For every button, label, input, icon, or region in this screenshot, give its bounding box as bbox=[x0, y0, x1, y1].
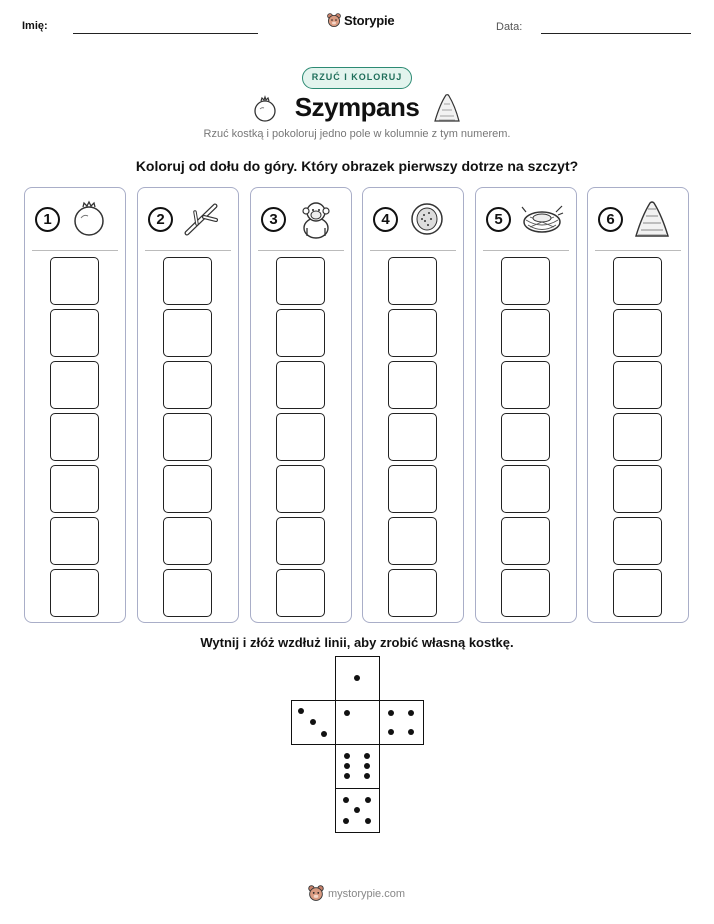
color-cell[interactable] bbox=[50, 569, 99, 617]
color-cell[interactable] bbox=[163, 517, 212, 565]
column-6 bbox=[587, 187, 689, 623]
die-face-5 bbox=[335, 788, 380, 833]
name-line bbox=[73, 33, 258, 34]
pip bbox=[408, 710, 414, 716]
color-cell[interactable] bbox=[613, 257, 662, 305]
column-number: 1 bbox=[35, 207, 60, 232]
color-cell[interactable] bbox=[50, 309, 99, 357]
color-cell[interactable] bbox=[613, 361, 662, 409]
column-4 bbox=[362, 187, 464, 623]
column-5 bbox=[475, 187, 577, 623]
subtitle: Rzuć kostką i pokoloruj jedno pole w kolumnie z tym numerem. bbox=[203, 128, 511, 140]
pip bbox=[321, 731, 327, 737]
activity-badge: RZUĆ I KOLORUJ bbox=[302, 67, 412, 89]
color-cell[interactable] bbox=[50, 257, 99, 305]
column-header bbox=[25, 188, 125, 250]
die-face-6 bbox=[335, 744, 380, 789]
column-header bbox=[138, 188, 238, 250]
die-face-4 bbox=[379, 700, 424, 745]
color-cell[interactable] bbox=[613, 517, 662, 565]
color-cell[interactable] bbox=[388, 309, 437, 357]
color-cell[interactable] bbox=[50, 361, 99, 409]
cut-instruction: Wytnij i złóż wzdłuż linii, aby zrobić własną kostkę. bbox=[200, 635, 514, 650]
color-cell[interactable] bbox=[50, 517, 99, 565]
color-cell[interactable] bbox=[50, 465, 99, 513]
color-cell[interactable] bbox=[501, 465, 550, 513]
color-cell[interactable] bbox=[276, 569, 325, 617]
column-number: 5 bbox=[486, 207, 511, 232]
color-cell[interactable] bbox=[388, 413, 437, 461]
pip bbox=[388, 710, 394, 716]
storypie-bear-icon bbox=[327, 13, 341, 28]
color-cell[interactable] bbox=[276, 361, 325, 409]
color-cell[interactable] bbox=[501, 517, 550, 565]
footer-url: mystorypie.com bbox=[328, 887, 406, 900]
brand-name: Storypie bbox=[344, 13, 395, 28]
column-divider bbox=[32, 250, 118, 251]
color-cell[interactable] bbox=[276, 309, 325, 357]
pip bbox=[344, 710, 350, 716]
termite-mound-icon bbox=[632, 198, 672, 240]
color-cell[interactable] bbox=[613, 309, 662, 357]
color-cell[interactable] bbox=[50, 413, 99, 461]
column-number: 2 bbox=[148, 207, 173, 232]
color-cell[interactable] bbox=[163, 413, 212, 461]
instruction: Koloruj od dołu do góry. Który obrazek pierwszy dotrze na szczyt? bbox=[135, 158, 579, 174]
pip bbox=[344, 763, 350, 769]
column-header bbox=[588, 188, 688, 250]
column-divider bbox=[145, 250, 231, 251]
color-cell[interactable] bbox=[501, 361, 550, 409]
column-number: 3 bbox=[261, 207, 286, 232]
column-divider bbox=[595, 250, 681, 251]
pip bbox=[364, 753, 370, 759]
color-cell[interactable] bbox=[163, 569, 212, 617]
column-2 bbox=[137, 187, 239, 623]
pip bbox=[310, 719, 316, 725]
column-header bbox=[363, 188, 463, 250]
brand-logo bbox=[327, 13, 394, 28]
title-row bbox=[0, 92, 714, 126]
name-label: Imię: bbox=[22, 20, 48, 32]
nest-icon bbox=[520, 198, 564, 238]
chimpanzee-icon bbox=[295, 198, 337, 240]
column-1 bbox=[24, 187, 126, 623]
die-face-1 bbox=[335, 656, 380, 701]
color-cell[interactable] bbox=[613, 569, 662, 617]
fig-icon bbox=[407, 198, 447, 238]
pip bbox=[354, 807, 360, 813]
termite-mound-icon bbox=[432, 92, 462, 124]
date-label: Data: bbox=[496, 21, 523, 33]
pip bbox=[344, 753, 350, 759]
color-cell[interactable] bbox=[501, 257, 550, 305]
column-header bbox=[251, 188, 351, 250]
color-cell[interactable] bbox=[276, 517, 325, 565]
pip bbox=[365, 797, 371, 803]
color-cell[interactable] bbox=[388, 361, 437, 409]
pip bbox=[388, 729, 394, 735]
column-number: 6 bbox=[598, 207, 623, 232]
color-cell[interactable] bbox=[613, 413, 662, 461]
footer bbox=[308, 885, 405, 902]
pip bbox=[365, 818, 371, 824]
color-cell[interactable] bbox=[163, 361, 212, 409]
color-cell[interactable] bbox=[163, 465, 212, 513]
branch-icon bbox=[182, 198, 224, 238]
pip bbox=[354, 675, 360, 681]
color-cell[interactable] bbox=[163, 309, 212, 357]
color-cell[interactable] bbox=[388, 517, 437, 565]
color-cell[interactable] bbox=[501, 569, 550, 617]
column-3 bbox=[250, 187, 352, 623]
color-cell[interactable] bbox=[501, 413, 550, 461]
color-cell[interactable] bbox=[501, 309, 550, 357]
die-face-1 bbox=[335, 700, 380, 745]
die-face-3 bbox=[291, 700, 336, 745]
column-header bbox=[476, 188, 576, 250]
color-cell[interactable] bbox=[388, 465, 437, 513]
column-divider bbox=[370, 250, 456, 251]
color-cell[interactable] bbox=[388, 257, 437, 305]
pip bbox=[298, 708, 304, 714]
page-title: Szympans bbox=[294, 92, 420, 122]
color-cell[interactable] bbox=[613, 465, 662, 513]
pip bbox=[343, 818, 349, 824]
pip bbox=[408, 729, 414, 735]
pip bbox=[344, 773, 350, 779]
date-line bbox=[541, 33, 691, 34]
pip bbox=[364, 763, 370, 769]
pomegranate-icon bbox=[69, 198, 109, 238]
pip bbox=[364, 773, 370, 779]
column-divider bbox=[258, 250, 344, 251]
color-cell[interactable] bbox=[276, 257, 325, 305]
column-number: 4 bbox=[373, 207, 398, 232]
pip bbox=[343, 797, 349, 803]
color-cell[interactable] bbox=[163, 257, 212, 305]
color-cell[interactable] bbox=[276, 465, 325, 513]
column-divider bbox=[483, 250, 569, 251]
color-cell[interactable] bbox=[388, 569, 437, 617]
color-cell[interactable] bbox=[276, 413, 325, 461]
storypie-bear-icon bbox=[308, 885, 324, 902]
